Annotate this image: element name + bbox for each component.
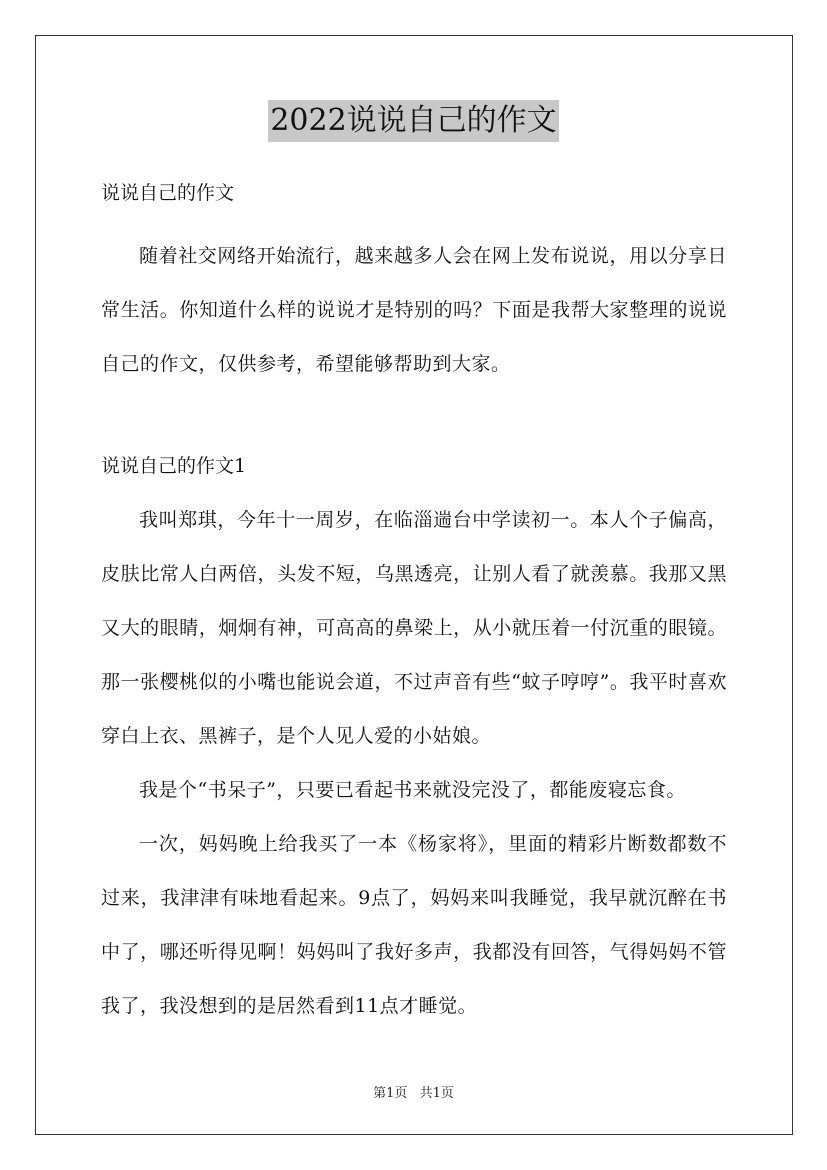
page-total: 共1页 bbox=[419, 1086, 454, 1101]
section-heading: 说说自己的作文1 bbox=[101, 455, 247, 477]
section-body bbox=[101, 493, 727, 1033]
intro-paragraph: 随着社交网络开始流行，越来越多人会在网上发布说说，用以分享日常生活。你知道什么样的说说才是特别的吗？下面是我帮大家整理的说说自己的作文，仅供参考，希望能够帮助到大家。 bbox=[101, 245, 727, 375]
body-paragraph: 我叫郑琪，今年十一周岁，在临淄遄台中学读初一。本人个子偏高，皮肤比常人白两倍，头发不短，乌黑透亮，让别人看了就羡慕。我那又黑又大的眼睛，炯炯有神，可高高的鼻梁上，从小就压着一付沉重的眼镜。那一张樱桃似的小嘴也能说会道，不过声音有些“蚊子哼哼”。我平时喜欢穿白上衣、黑裤子，是个人见人爱的小姑娘。 bbox=[101, 509, 727, 747]
body-paragraph: 一次，妈妈晚上给我买了一本《杨家将》，里面的精彩片断数都数不过来，我津津有味地看起来。9点了，妈妈来叫我睡觉，我早就沉醉在书中了，哪还听得见啊！妈妈叫了我好多声，我都没有回答，气得妈妈不管我了，我没想到的是居然看到11点才睡觉。 bbox=[101, 833, 727, 1017]
document-title: 2022说说自己的作文 bbox=[268, 100, 558, 142]
page-footer bbox=[0, 1082, 827, 1101]
title-wrap bbox=[0, 100, 827, 142]
intro-block bbox=[101, 174, 727, 391]
page-number: 第1页 bbox=[373, 1086, 408, 1101]
document-subtitle: 说说自己的作文 bbox=[101, 182, 235, 204]
body-paragraph: 我是个“书呆子”，只要已看起书来就没完没了，都能废寝忘食。 bbox=[139, 779, 686, 801]
